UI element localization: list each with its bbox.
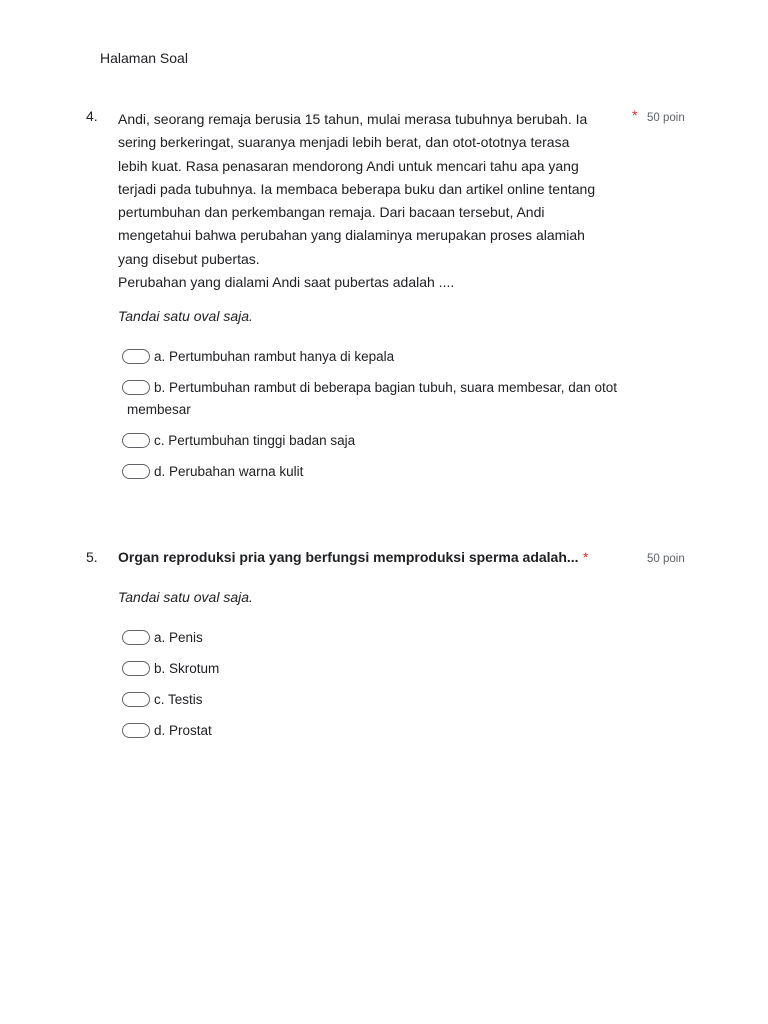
option-label-continuation: membesar [127, 402, 191, 417]
radio-oval[interactable] [122, 661, 150, 676]
question-number: 5. [86, 549, 98, 565]
option-label: c. Testis [154, 692, 203, 707]
option-a[interactable] [122, 346, 642, 368]
points-label: 50 poin [647, 553, 685, 565]
option-label: a. Penis [154, 630, 203, 645]
question-text: Organ reproduksi pria yang berfungsi memproduksi sperma adalah... [118, 549, 579, 565]
instruction-text: Tandai satu oval saja. [118, 589, 253, 605]
instruction-text: Tandai satu oval saja. [118, 308, 253, 324]
required-marker: * [583, 549, 589, 565]
radio-oval[interactable] [122, 692, 150, 707]
option-b[interactable] [122, 377, 642, 421]
option-b[interactable] [122, 658, 642, 680]
radio-oval[interactable] [122, 349, 150, 364]
option-label: a. Pertumbuhan rambut hanya di kepala [154, 349, 395, 364]
option-c[interactable] [122, 689, 642, 711]
points-label: 50 poin [647, 112, 685, 124]
radio-oval[interactable] [122, 464, 150, 479]
required-marker: * [632, 107, 638, 123]
question-text: Andi, seorang remaja berusia 15 tahun, mulai merasa tubuhnya berubah. Ia sering berkeringat, suaranya menjadi lebih berat, dan otot-ototnya terasa lebih kuat. Rasa penasaran mendorong Andi untuk mencari tahu apa yang terjadi pada tubuhnya. Ia membaca beberapa buku dan artikel online tentang pertumbuhan dan perkembangan remaja. Dari bacaan tersebut, Andi mengetahui bahwa perubahan yang dialaminya merupakan proses alamiah yang disebut pubertas. Perubahan yang dialami Andi saat pubertas adalah .... [118, 111, 596, 291]
option-d[interactable] [122, 720, 642, 742]
radio-oval[interactable] [122, 433, 150, 448]
option-a[interactable] [122, 627, 642, 649]
option-label: d. Prostat [154, 723, 212, 738]
option-label: c. Pertumbuhan tinggi badan saja [154, 433, 356, 448]
page-title: Halaman Soal [100, 50, 188, 66]
radio-oval[interactable] [122, 380, 150, 395]
radio-oval[interactable] [122, 630, 150, 645]
option-label: d. Perubahan warna kulit [154, 464, 304, 479]
option-c[interactable] [122, 430, 642, 452]
option-d[interactable] [122, 461, 642, 483]
question-number: 4. [86, 108, 98, 124]
option-label: b. Skrotum [154, 661, 220, 676]
option-label: b. Pertumbuhan rambut di beberapa bagian tubuh, suara membesar, dan otot [154, 380, 618, 395]
radio-oval[interactable] [122, 723, 150, 738]
